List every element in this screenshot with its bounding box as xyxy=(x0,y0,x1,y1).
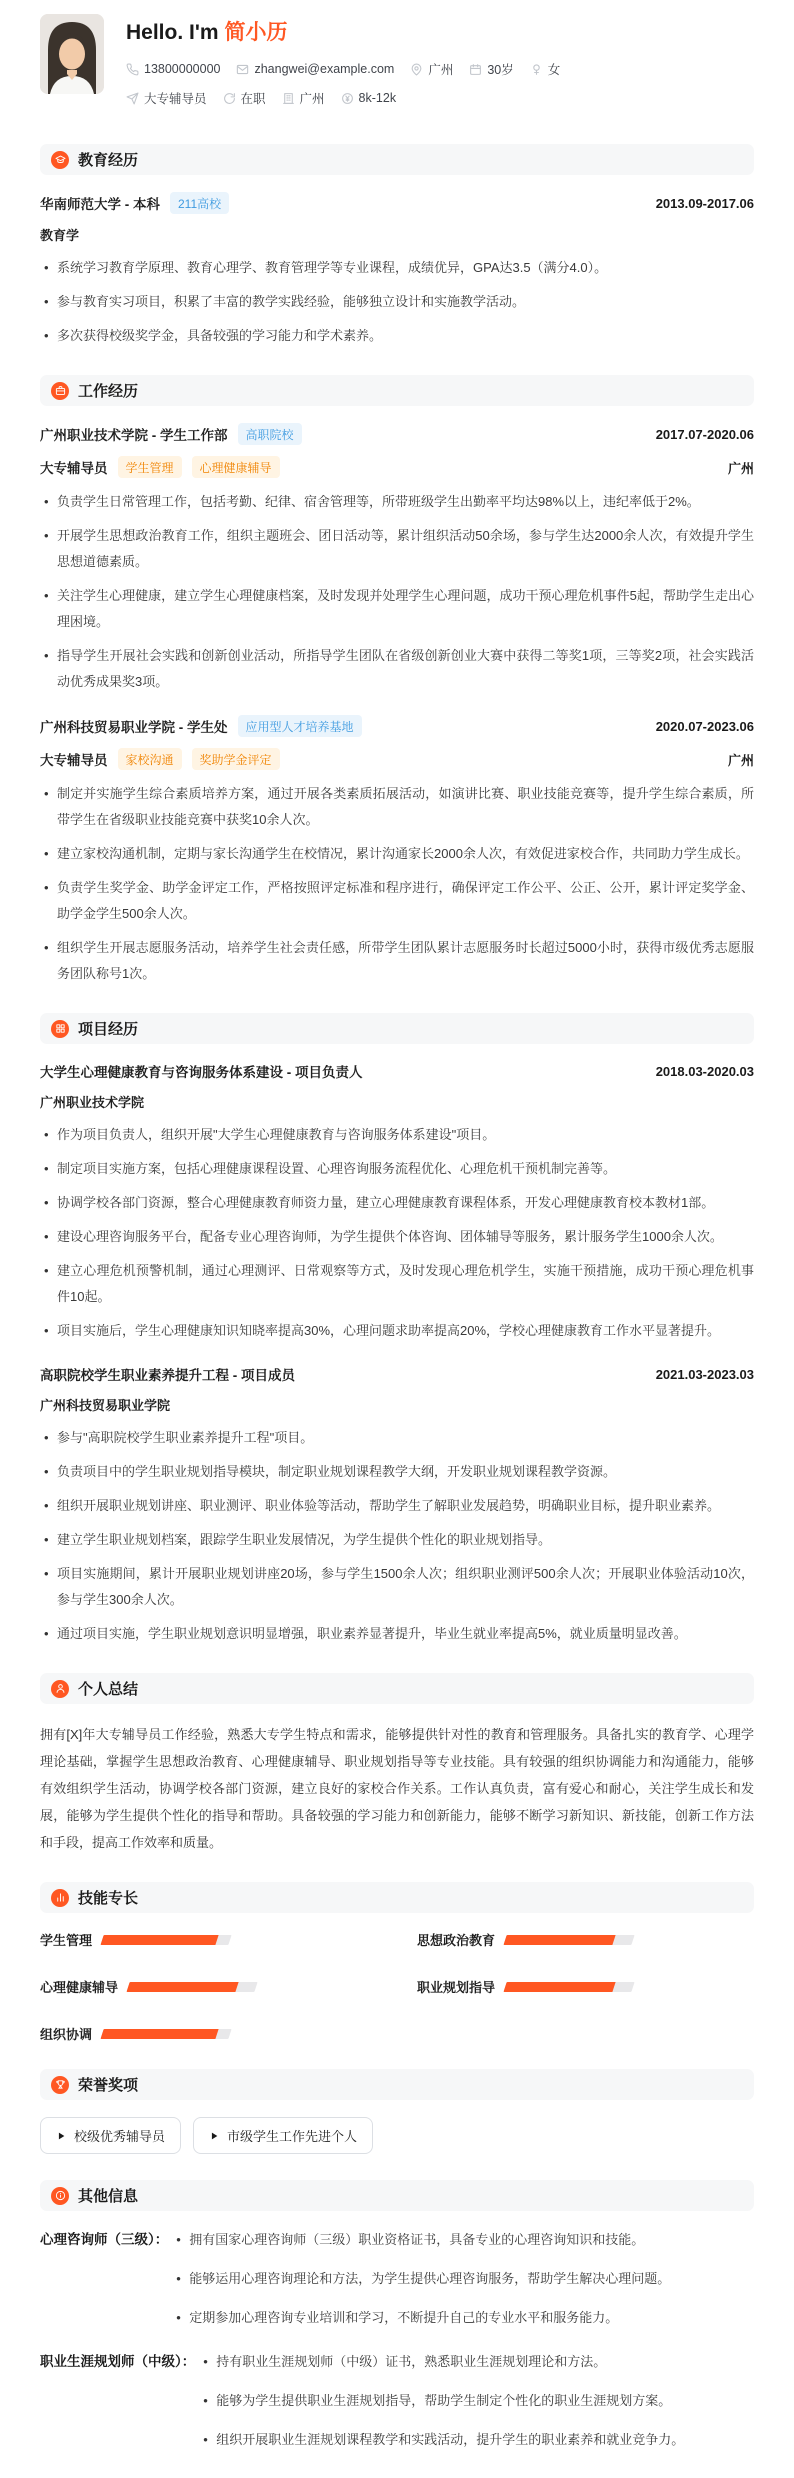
skill-item xyxy=(40,1977,377,1996)
skill-name: 心理健康辅导 xyxy=(40,1980,119,1995)
honor-label: 校级优秀辅导员 xyxy=(74,2129,166,2144)
contact-item xyxy=(282,89,325,107)
skill-bar-fill xyxy=(100,2029,218,2039)
contact-text: 13800000000 xyxy=(144,62,221,76)
education-bullets xyxy=(40,255,754,349)
graduation-cap-icon xyxy=(51,151,69,169)
bullet-item: • 协调学校各部门资源，整合心理健康教育师资力量，建立心理健康教育课程体系，开发心理健康教育校本教材1部。 xyxy=(40,1190,754,1216)
play-icon xyxy=(209,2131,219,2141)
education-dates: 2013.09-2017.06 xyxy=(655,195,754,211)
role-tag: 心理健康辅导 xyxy=(192,456,280,478)
trophy-icon xyxy=(51,2076,69,2094)
work-section xyxy=(40,375,754,987)
contact-text: 广州 xyxy=(428,63,454,77)
skill-item xyxy=(417,1977,754,1996)
projects-section-header xyxy=(40,1013,754,1044)
bullet-item: • 负责学生日常管理工作，包括考勤、纪律、宿舍管理等，所带班级学生出勤率平均达98%以上，违纪率低于2%。 xyxy=(40,489,754,515)
honor-pill[interactable] xyxy=(40,2117,181,2154)
bullet-item: • 指导学生开展社会实践和创新创业活动，所指导学生团队在省级创新创业大赛中获得二等奖1项，三等奖2项，社会实践活动优秀成果奖3项。 xyxy=(40,643,754,695)
certification-group xyxy=(40,2228,754,2330)
certification-bullets xyxy=(199,2350,754,2452)
bullet-item: • 作为项目负责人，组织开展"大学生心理健康教育与咨询服务体系建设"项目。 xyxy=(40,1122,754,1148)
contact-text: 30岁 xyxy=(487,63,514,77)
skills-section-header xyxy=(40,1882,754,1913)
other-info-groups xyxy=(40,2211,754,2452)
skill-bar xyxy=(100,1935,231,1945)
title-prefix: Hello. I'm xyxy=(126,21,219,44)
skill-item xyxy=(40,2024,377,2043)
bullet-item: • 能够运用心理咨询理论和方法，为学生提供心理咨询服务，帮助学生解决心理问题。 xyxy=(172,2267,754,2291)
work-location: 广州 xyxy=(727,460,754,476)
honor-list xyxy=(40,2100,754,2154)
contact-text: 广州 xyxy=(299,92,325,106)
bullet-item: • 参与教育实习项目，积累了丰富的教学实践经验，能够独立设计和实施教学活动。 xyxy=(40,289,754,315)
bullet-item: • 建立学生职业规划档案，跟踪学生职业发展情况，为学生提供个性化的职业规划指导。 xyxy=(40,1527,754,1553)
honor-pill[interactable] xyxy=(193,2117,373,2154)
bullet-item: • 关注学生心理健康，建立学生心理健康档案，及时发现并处理学生心理问题，成功干预心理危机事件5起，帮助学生走出心理困境。 xyxy=(40,583,754,635)
contact-item xyxy=(126,62,220,76)
contact-item xyxy=(469,60,513,78)
salary-icon xyxy=(341,92,354,105)
certification-group xyxy=(40,2350,754,2452)
skill-name: 学生管理 xyxy=(40,1933,93,1948)
bullet-item: • 拥有国家心理咨询师（三级）职业资格证书，具备专业的心理咨询知识和技能。 xyxy=(172,2228,754,2252)
bullet-item: • 组织学生开展志愿服务活动，培养学生社会责任感，所带学生团队累计志愿服务时长超过5000小时，获得市级优秀志愿服务团队称号1次。 xyxy=(40,935,754,987)
employer-tag: 高职院校 xyxy=(238,423,302,445)
work-entry xyxy=(40,715,754,987)
bullet-item: • 负责学生奖学金、助学金评定工作，严格按照评定标准和程序进行，确保评定工作公平、公正、公开，累计评定奖学金、助学金学生500余人次。 xyxy=(40,875,754,927)
bullet-item: • 定期参加心理咨询专业培训和学习，不断提升自己的专业水平和服务能力。 xyxy=(172,2306,754,2330)
project-bullets xyxy=(40,1122,754,1344)
contact-row-2 xyxy=(126,89,560,107)
work-dates: 2020.07-2023.06 xyxy=(655,718,754,734)
contact-text: 在职 xyxy=(240,92,266,106)
education-entry xyxy=(40,192,754,349)
skill-bar-fill xyxy=(503,1982,615,1992)
summary-section-header xyxy=(40,1673,754,1704)
bullet-item: • 通过项目实施，学生职业规划意识明显增强，职业素养显著提升，毕业生就业率提高5%，就业质量明显改善。 xyxy=(40,1621,754,1647)
profile-photo-placeholder xyxy=(40,14,104,94)
contact-text: 大专辅导员 xyxy=(144,92,207,106)
school-tag: 211高校 xyxy=(170,192,229,214)
contact-item xyxy=(223,89,266,107)
email-icon xyxy=(236,63,249,76)
location-icon xyxy=(410,63,423,76)
certification-label: 心理咨询师（三级）： xyxy=(40,2232,169,2247)
skill-bar xyxy=(503,1935,634,1945)
bullet-item: • 能够为学生提供职业生涯规划指导，帮助学生制定个性化的职业生涯规划方案。 xyxy=(199,2389,754,2413)
skill-bar-fill xyxy=(126,1982,238,1992)
user-icon xyxy=(51,1680,69,1698)
project-org: 广州科技贸易职业学院 xyxy=(40,1398,171,1413)
role-tags xyxy=(118,748,280,770)
bullet-item: • 负责项目中的学生职业规划指导模块，制定职业规划课程教学大纲，开发职业规划课程教学资源。 xyxy=(40,1459,754,1485)
bullet-item: • 多次获得校级奖学金，具备较强的学习能力和学术素养。 xyxy=(40,323,754,349)
education-section xyxy=(40,144,754,349)
bullet-item: • 制定项目实施方案，包括心理健康课程设置、心理咨询服务流程优化、心理危机干预机制完善等。 xyxy=(40,1156,754,1182)
skill-name: 职业规划指导 xyxy=(417,1980,496,1995)
status-icon xyxy=(223,92,236,105)
bullet-item: • 组织开展职业规划讲座、职业测评、职业体验等活动，帮助学生了解职业发展趋势，明确职业目标，提升职业素养。 xyxy=(40,1493,754,1519)
work-dates: 2017.07-2020.06 xyxy=(655,426,754,442)
projects-section xyxy=(40,1013,754,1647)
employer-name: 广州职业技术学院 - 学生工作部 xyxy=(40,428,228,443)
contact-item xyxy=(530,60,561,78)
bullet-item: • 建立心理危机预警机制，通过心理测评、日常观察等方式，及时发现心理危机学生，实施干预措施，成功干预心理危机事件10起。 xyxy=(40,1258,754,1310)
project-entry xyxy=(40,1364,754,1647)
major-name: 教育学 xyxy=(40,228,80,243)
contact-text: 8k-12k xyxy=(358,91,397,105)
skill-name: 思想政治教育 xyxy=(417,1933,496,1948)
school-name: 华南师范大学 - 本科 xyxy=(40,197,160,212)
gender-icon xyxy=(530,63,543,76)
work-bullets xyxy=(40,489,754,695)
project-dates: 2018.03-2020.03 xyxy=(655,1063,754,1079)
contact-item xyxy=(126,89,207,107)
skill-name: 组织协调 xyxy=(40,2027,93,2042)
skill-bar xyxy=(503,1982,634,1992)
grid-icon xyxy=(51,1020,69,1038)
contact-text: zhangwei@example.com xyxy=(254,62,395,76)
project-name: 大学生心理健康教育与咨询服务体系建设 - 项目负责人 xyxy=(40,1065,363,1080)
bar-chart-icon xyxy=(51,1889,69,1907)
bullet-item: • 项目实施期间，累计开展职业规划讲座20场，参与学生1500余人次；组织职业测评500余人次；开展职业体验活动10次，参与学生300余人次。 xyxy=(40,1561,754,1613)
bullet-item: • 建立家校沟通机制，定期与家长沟通学生在校情况，累计沟通家长2000余人次，有效促进家校合作，共同助力学生成长。 xyxy=(40,841,754,867)
contact-item xyxy=(410,60,453,78)
info-icon xyxy=(51,2187,69,2205)
work-section-header xyxy=(40,375,754,406)
candidate-name: 简小历 xyxy=(224,21,288,44)
summary-text: 拥有[X]年大专辅导员工作经验，熟悉大专学生特点和需求，能够提供针对性的教育和管理服务。具备扎实的教育学、心理学理论基础，掌握学生思想政治教育、心理健康辅导、职业规划指导等专业技能。具有较强的组织协调能力和沟通能力，能够有效组织学生活动，协调学校各部门资源，建立良好的家校合作关系。工作认真负责，富有爱心和耐心，关注学生成长和发展，能够为学生提供个性化的指导和帮助。具备较强的学习能力和创新能力，能够不断学习新知识、新技能，创新工作方法和手段，提高工作效率和质量。 xyxy=(40,1727,754,1850)
skill-bar xyxy=(100,2029,231,2039)
contact-item xyxy=(236,62,394,76)
age-icon xyxy=(469,63,482,76)
honors-section xyxy=(40,2069,754,2154)
profile-photo xyxy=(40,14,104,94)
skill-bar-fill xyxy=(503,1935,615,1945)
summary-section xyxy=(40,1673,754,1856)
work-bullets xyxy=(40,781,754,987)
bullet-item: • 制定并实施学生综合素质培养方案，通过开展各类素质拓展活动，如演讲比赛、职业技能竞赛等，提升学生综合素质，所带学生在省级职业技能竞赛中获奖10余人次。 xyxy=(40,781,754,833)
certification-label: 职业生涯规划师（中级）： xyxy=(40,2354,196,2369)
work-entry xyxy=(40,423,754,695)
employer-name: 广州科技贸易职业学院 - 学生处 xyxy=(40,720,228,735)
job-icon xyxy=(126,92,139,105)
skill-item xyxy=(417,1930,754,1949)
other-info-section-header xyxy=(40,2180,754,2211)
job-title: 大专辅导员 xyxy=(40,753,108,768)
section-title: 项目经历 xyxy=(78,1021,139,1038)
city-icon xyxy=(282,92,295,105)
certification-bullets xyxy=(172,2228,754,2330)
section-title: 技能专长 xyxy=(78,1890,139,1907)
bullet-item: • 开展学生思想政治教育工作，组织主题班会、团日活动等，累计组织活动50余场，参与学生达2000余人次，有效提升学生思想道德素质。 xyxy=(40,523,754,575)
briefcase-icon xyxy=(51,382,69,400)
skill-item xyxy=(40,1930,377,1949)
skill-list xyxy=(40,1913,754,2043)
role-tag: 学生管理 xyxy=(118,456,182,478)
role-tags xyxy=(118,456,280,478)
section-title: 个人总结 xyxy=(78,1681,139,1698)
bullet-item: • 持有职业生涯规划师（中级）证书，熟悉职业生涯规划理论和方法。 xyxy=(199,2350,754,2374)
resume-header xyxy=(40,14,754,118)
play-icon xyxy=(56,2131,66,2141)
phone-icon xyxy=(126,63,139,76)
honor-label: 市级学生工作先进个人 xyxy=(227,2129,358,2144)
education-section-header xyxy=(40,144,754,175)
contact-text: 女 xyxy=(547,63,561,77)
work-entries xyxy=(40,406,754,987)
project-entries xyxy=(40,1044,754,1647)
work-location: 广州 xyxy=(727,752,754,768)
role-tag: 家校沟通 xyxy=(118,748,182,770)
skill-bar xyxy=(126,1982,257,1992)
honors-section-header xyxy=(40,2069,754,2100)
section-title: 工作经历 xyxy=(78,383,139,400)
bullet-item: • 参与"高职院校学生职业素养提升工程"项目。 xyxy=(40,1425,754,1451)
project-dates: 2021.03-2023.03 xyxy=(655,1366,754,1382)
project-org: 广州职业技术学院 xyxy=(40,1095,145,1110)
bullet-item: • 组织开展职业生涯规划课程教学和实践活动，提升学生的职业素养和就业竞争力。 xyxy=(199,2428,754,2452)
role-tag: 奖助学金评定 xyxy=(192,748,280,770)
contact-item xyxy=(341,91,397,105)
section-title: 教育经历 xyxy=(78,152,139,169)
section-title: 其他信息 xyxy=(78,2188,139,2205)
bullet-item: • 系统学习教育学原理、教育心理学、教育管理学等专业课程，成绩优异，GPA达3.5（满分4.0）。 xyxy=(40,255,754,281)
other-info-section xyxy=(40,2180,754,2452)
bullet-item: • 项目实施后，学生心理健康知识知晓率提高30%，心理问题求助率提高20%，学校心理健康教育工作水平显著提升。 xyxy=(40,1318,754,1344)
page-title xyxy=(126,16,560,46)
project-bullets xyxy=(40,1425,754,1647)
bullet-item: • 建设心理咨询服务平台，配备专业心理咨询师，为学生提供个体咨询、团体辅导等服务，累计服务学生1000余人次。 xyxy=(40,1224,754,1250)
skill-bar-fill xyxy=(100,1935,218,1945)
project-name: 高职院校学生职业素养提升工程 - 项目成员 xyxy=(40,1368,295,1383)
section-title: 荣誉奖项 xyxy=(78,2077,139,2094)
education-entries xyxy=(40,175,754,349)
job-title: 大专辅导员 xyxy=(40,461,108,476)
skills-section xyxy=(40,1882,754,2043)
contact-row-1 xyxy=(126,60,560,78)
project-entry xyxy=(40,1061,754,1344)
employer-tag: 应用型人才培养基地 xyxy=(238,715,362,737)
